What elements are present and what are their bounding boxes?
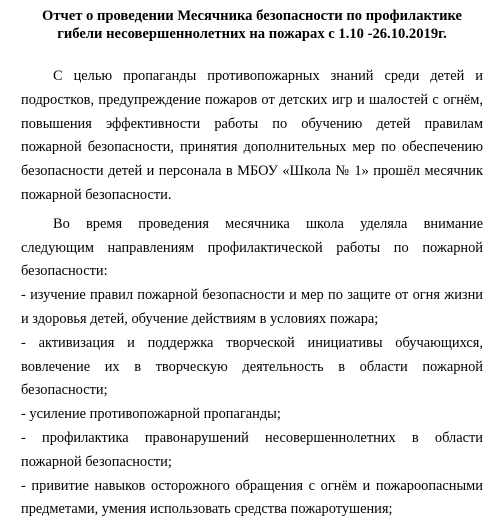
lead-paragraph: Во время проведения месячника школа уделяла внимание следующим направлениям профилактической работы по пожарной безопасности: [21, 215, 483, 280]
title-line-1: Отчет о проведении Месячника безопасности по профилактике [41, 8, 463, 24]
document-title [21, 7, 483, 43]
list-item: - усиление противопожарной пропаганды; [21, 406, 281, 423]
list-item: - профилактика правонарушений несовершеннолетних в области пожарной безопасности; [21, 429, 483, 470]
list-item: - привитие навыков осторожного обращения с огнём и пожароопасными предметами, умения использовать средства пожаротушения; [21, 477, 483, 518]
title-line-2: гибели несовершеннолетних на пожарах с 1.10 -26.10.2019г. [57, 26, 447, 42]
list-item: - активизация и поддержка творческой инициативы обучающихся, вовлечение их в творческую деятельность в области пожарной безопасности; [21, 334, 483, 399]
intro-paragraph: С целью пропаганды противопожарных знаний среди детей и подростков, предупреждение пожаров от детских игр и шалостей с огнём, повышения эффективности работы по обучению детей правилам пожарной безопасности, принятия дополнительных мер по обеспечению безопасности детей и персонала в МБОУ «Школа № 1» прошёл месячник пожарной безопасности. [21, 68, 483, 203]
directions-list [21, 284, 483, 522]
list-item: - изучение правил пожарной безопасности и мер по защите от огня жизни и здоровья детей, обучение действиям в условиях пожара; [21, 287, 483, 327]
